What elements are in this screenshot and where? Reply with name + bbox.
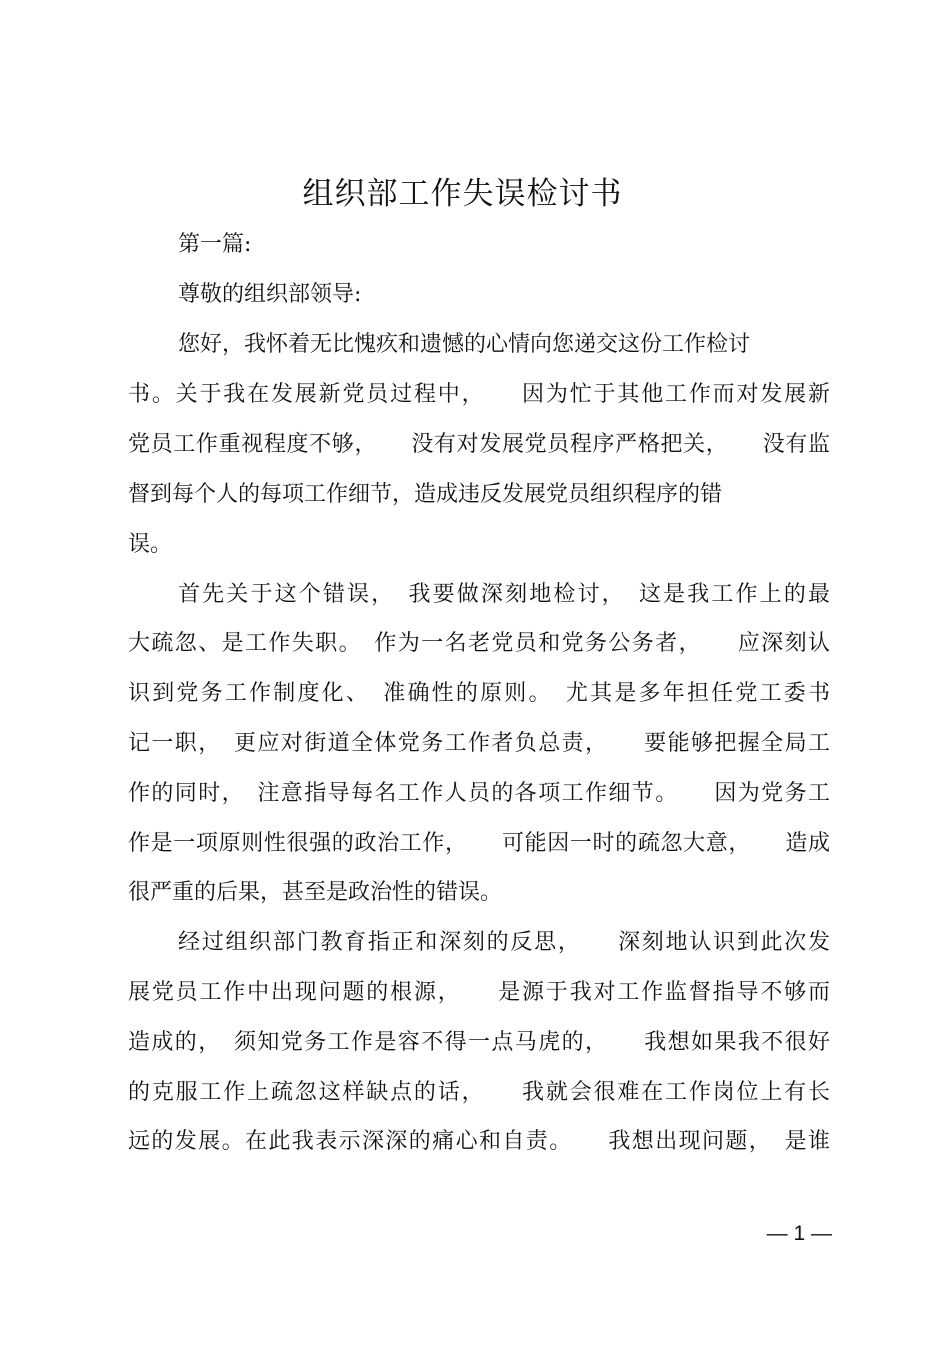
text-line: 识到党务工作制度化、 准确性的原则。 尤其是多年担任党工委书	[128, 681, 830, 706]
text-line: 第一篇:	[178, 232, 252, 257]
text-line: 大疏忽、是工作失职。 作为一名老党员和党务公务者， 应深刻认	[128, 631, 830, 656]
text-line: 经过组织部门教育指正和深刻的反思， 深刻地认识到此次发	[178, 930, 830, 955]
text-line: 您好，我怀着无比愧疚和遗憾的心情向您递交这份工作检讨	[178, 332, 751, 357]
text-line: 作的同时， 注意指导每名工作人员的各项工作细节。 因为党务工	[128, 781, 830, 806]
text-line: 远的发展。在此我表示深深的痛心和自责。 我想出现问题， 是谁	[128, 1129, 830, 1154]
text-line: 展党员工作中出现问题的根源， 是源于我对工作监督指导不够而	[128, 980, 830, 1005]
text-line: 作是一项原则性很强的政治工作， 可能因一时的疏忽大意， 造成	[128, 831, 830, 856]
text-line: 记一职， 更应对街道全体党务工作者负总责， 要能够把握全局工	[128, 731, 830, 756]
text-line: 尊敬的组织部领导:	[178, 282, 362, 307]
text-line: 误。	[128, 532, 173, 557]
text-line: 的克服工作上疏忽这样缺点的话， 我就会很难在工作岗位上有长	[128, 1080, 830, 1105]
text-line: 首先关于这个错误， 我要做深刻地检讨， 这是我工作上的最	[178, 582, 830, 607]
text-line: 很严重的后果，甚至是政治性的错误。	[128, 880, 503, 905]
text-line: 督到每个人的每项工作细节，造成违反发展党员组织程序的错	[128, 482, 723, 507]
page-number: — 1 —	[766, 1222, 832, 1245]
text-line: 书。关于我在发展新党员过程中， 因为忙于其他工作而对发展新	[128, 382, 830, 407]
document-title: 组织部工作失误检讨书	[302, 176, 623, 212]
text-line: 党员工作重视程度不够， 没有对发展党员程序严格把关， 没有监	[128, 432, 830, 457]
text-line: 造成的， 须知党务工作是容不得一点马虎的， 我想如果我不很好	[128, 1030, 830, 1055]
